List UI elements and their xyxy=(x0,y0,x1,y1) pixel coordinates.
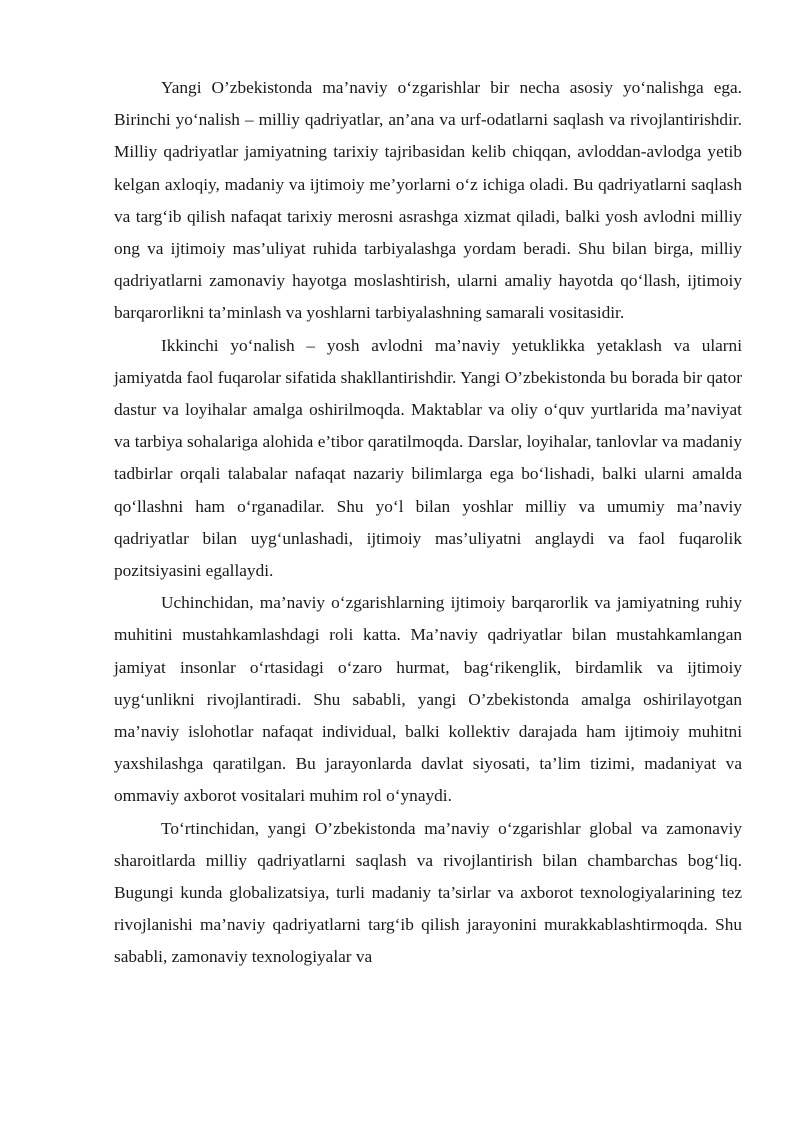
paragraph-1: Yangi O’zbekistonda ma’naviy o‘zgarishlar bir necha asosiy yo‘nalishga ega. Birinchi yo‘nalish – milliy qadriyatlar, an’ana va urf-odatlarni saqlash va rivojlantirishdir. Milliy qadriyatlar jamiyatning tarixiy tajribasidan kelib chiqqan, avloddan-avlodga yetib kelgan axloqiy, madaniy va ijtimoiy me’yorlarni o‘z ichiga oladi. Bu qadriyatlarni saqlash va targ‘ib qilish nafaqat tarixiy merosni asrashga xizmat qiladi, balki yosh avlodni milliy ong va ijtimoiy mas’uliyat ruhida tarbiyalashga yordam beradi. Shu bilan birga, milliy qadriyatlarni zamonaviy hayotga moslashtirish, ularni amaliy hayotda qo‘llash, ijtimoiy barqarorlikni ta’minlash va yoshlarni tarbiyalashning samarali vositasidir. xyxy=(114,78,742,323)
document-body xyxy=(114,72,742,974)
paragraph-4: To‘rtinchidan, yangi O’zbekistonda ma’naviy o‘zgarishlar global va zamonaviy sharoitlarda milliy qadriyatlarni saqlash va rivojlantirish bilan chambarchas bog‘liq. Bugungi kunda globalizatsiya, turli madaniy ta’sirlar va axborot texnologiyalarining tez rivojlanishi ma’naviy qadriyatlarni targ‘ib qilish jarayonini murakkablashtirmoqda. Shu sababli, zamonaviy texnologiyalar va xyxy=(114,818,742,967)
paragraph-2: Ikkinchi yo‘nalish – yosh avlodni ma’naviy yetuklikka yetaklash va ularni jamiyatda faol fuqarolar sifatida shakllantirishdir. Yangi O’zbekistonda bu borada bir qator dastur va loyihalar amalga oshirilmoqda. Maktablar va oliy o‘quv yurtlarida ma’naviyat va tarbiya sohalariga alohida e’tibor qaratilmoqda. Darslar, loyihalar, tanlovlar va madaniy tadbirlar orqali talabalar nafaqat nazariy bilimlarga ega bo‘lishadi, balki ularni amalda qo‘llashni ham o‘rganadilar. Shu yo‘l bilan yoshlar milliy va umumiy ma’naviy qadriyatlar bilan uyg‘unlashadi, ijtimoiy mas’uliyatni anglaydi va faol fuqarolik pozitsiyasini egallaydi. xyxy=(114,335,742,581)
paragraph-3: Uchinchidan, ma’naviy o‘zgarishlarning ijtimoiy barqarorlik va jamiyatning ruhiy muhitini mustahkamlashdagi roli katta. Ma’naviy qadriyatlar bilan mustahkamlangan jamiyat insonlar o‘rtasidagi o‘zaro hurmat, bag‘rikenglik, birdamlik va ijtimoiy uyg‘unlikni rivojlantiradi. Shu sababli, yangi O’zbekistonda amalga oshirilayotgan ma’naviy islohotlar nafaqat individual, balki kollektiv darajada ham ijtimoiy muhitni yaxshilashga qaratilgan. Bu jarayonlarda davlat siyosati, ta’lim tizimi, madaniyat va ommaviy axborot vositalari muhim rol o‘ynaydi. xyxy=(114,593,742,806)
